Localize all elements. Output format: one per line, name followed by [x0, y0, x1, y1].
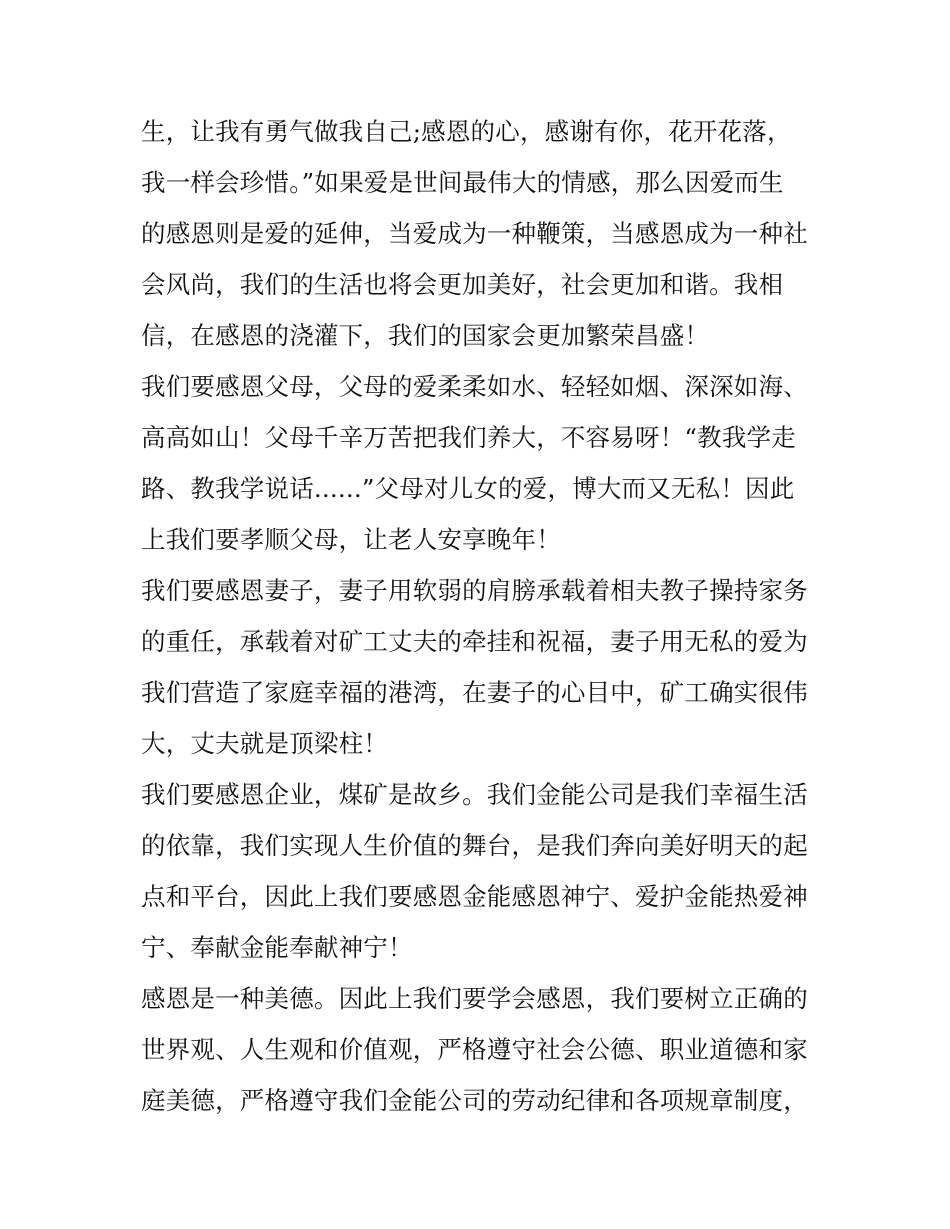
- text-line-15: 的依靠，我们实现人生价值的舞台，是我们奔向美好明天的起: [141, 831, 808, 860]
- text-line-9: 上我们要孝顺父母，让老人安享晚年！: [141, 525, 561, 554]
- text-line-13: 大，丈夫就是顶梁柱！: [141, 729, 388, 758]
- text-line-20: 庭美德，严格遵守我们金能公司的劳动纪律和各项规章制度，: [141, 1086, 808, 1115]
- text-line-11: 的重任，承载着对矿工丈夫的牵挂和祝福，妻子用无私的爱为: [141, 627, 808, 656]
- text-line-8: 路、教我学说话......”父母对儿女的爱，博大而又无私！因此: [141, 474, 795, 503]
- text-line-4: 会风尚，我们的生活也将会更加美好，社会更加和谐。我相: [141, 270, 784, 299]
- text-line-1: 生，让我有勇气做我自己;感恩的心，感谢有你，花开花落，: [141, 117, 792, 146]
- text-line-14: 我们要感恩企业，煤矿是故乡。我们金能公司是我们幸福生活: [141, 780, 808, 809]
- text-line-7: 高高如山！父母千辛万苦把我们养大，不容易呀！“教我学走: [141, 423, 796, 452]
- text-line-6: 我们要感恩父母，父母的爱柔柔如水、轻轻如烟、深深如海、: [141, 372, 808, 401]
- body-text: [141, 106, 821, 1126]
- text-line-18: 感恩是一种美德。因此上我们要学会感恩，我们要树立正确的: [141, 984, 808, 1013]
- text-line-16: 点和平台，因此上我们要感恩金能感恩神宁、爱护金能热爱神: [141, 882, 808, 911]
- text-line-17: 宁、奉献金能奉献神宁！: [141, 933, 413, 962]
- text-line-19: 世界观、人生观和价值观，严格遵守社会公德、职业道德和家: [141, 1035, 808, 1064]
- text-line-12: 我们营造了家庭幸福的港湾，在妻子的心目中，矿工确实很伟: [141, 678, 808, 707]
- text-line-3: 的感恩则是爱的延伸，当爱成为一种鞭策，当感恩成为一种社: [141, 219, 808, 248]
- text-line-10: 我们要感恩妻子，妻子用软弱的肩膀承载着相夫教子操持家务: [141, 576, 808, 605]
- text-line-5: 信，在感恩的浇灌下，我们的国家会更加繁荣昌盛！: [141, 321, 710, 350]
- text-line-2: 我一样会珍惜。”如果爱是世间最伟大的情感，那么因爱而生: [141, 168, 784, 197]
